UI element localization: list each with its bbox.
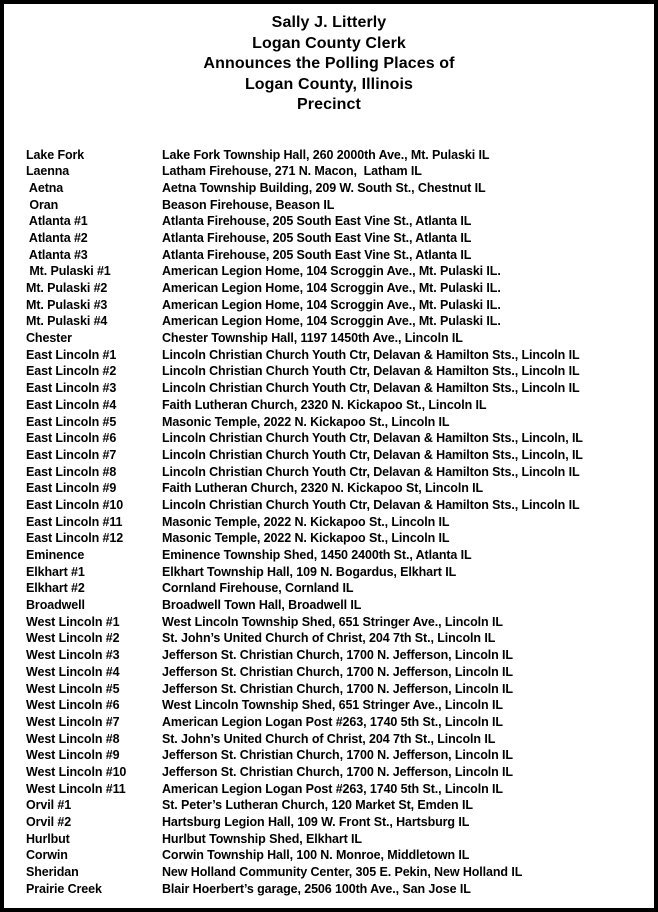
polling-place: Jefferson St. Christian Church, 1700 N. Jefferson, Lincoln IL [162, 764, 513, 779]
precinct-row [26, 180, 654, 197]
precinct-row [26, 397, 654, 414]
polling-place: Latham Firehouse, 271 N. Macon, Latham IL [162, 164, 422, 179]
polling-place: Hurlbut Township Shed, Elkhart IL [162, 831, 362, 846]
header-author: Sally J. Litterly [271, 14, 387, 31]
precinct-name: Chester [26, 331, 72, 346]
precinct-row [26, 263, 654, 280]
precinct-name: West Lincoln #10 [26, 764, 127, 779]
precinct-name: Atlanta #2 [26, 230, 88, 245]
header-column-title: Precinct [297, 96, 361, 113]
precinct-row [26, 247, 654, 264]
precinct-name: East Lincoln #5 [26, 414, 117, 429]
precinct-row [26, 864, 654, 881]
precinct-name: East Lincoln #9 [26, 481, 117, 496]
precinct-row [26, 797, 654, 814]
precinct-name: East Lincoln #10 [26, 497, 124, 512]
precinct-name: West Lincoln #1 [26, 614, 120, 629]
polling-place: Atlanta Firehouse, 205 South East Vine St., Atlanta IL [162, 230, 472, 245]
polling-place: Eminence Township Shed, 1450 2400th St., Atlanta IL [162, 548, 472, 562]
precinct-row [26, 313, 654, 330]
precinct-name: Aetna [26, 180, 64, 195]
precinct-row [26, 447, 654, 464]
precinct-row [26, 781, 654, 798]
precinct-name: West Lincoln #11 [26, 781, 126, 796]
precinct-row [26, 430, 654, 447]
precinct-name: East Lincoln #4 [26, 397, 117, 412]
precinct-row [26, 647, 654, 664]
precinct-row [26, 681, 654, 698]
polling-place: Lincoln Christian Church Youth Ctr, Delavan & Hamilton Sts., Lincoln IL [162, 347, 580, 362]
precinct-row [26, 814, 654, 831]
polling-place: Corwin Township Hall, 100 N. Monroe, Middletown IL [162, 848, 470, 863]
precinct-row [26, 530, 654, 547]
precinct-row [26, 714, 654, 731]
precinct-name: Mt. Pulaski #4 [26, 314, 108, 329]
precinct-name: Sheridan [26, 865, 79, 880]
precinct-name: Corwin [26, 848, 68, 863]
precinct-row [26, 881, 654, 898]
polling-place: American Legion Home, 104 Scroggin Ave., Mt. Pulaski IL. [162, 314, 501, 329]
precinct-name: Hurlbut [26, 831, 70, 846]
precinct-row [26, 213, 654, 230]
polling-place: American Legion Home, 104 Scroggin Ave., Mt. Pulaski IL. [162, 264, 501, 279]
polling-place: Jefferson St. Christian Church, 1700 N. Jefferson, Lincoln IL [162, 748, 513, 763]
precinct-name: West Lincoln #5 [26, 681, 120, 696]
precinct-row [26, 297, 654, 314]
polling-place: Lincoln Christian Church Youth Ctr, Delavan & Hamilton Sts., Lincoln, IL [162, 447, 583, 462]
precinct-row [26, 147, 654, 164]
polling-place: American Legion Logan Post #263, 1740 5th St., Lincoln IL [162, 714, 503, 729]
precinct-row [26, 464, 654, 481]
precinct-name: Laenna [26, 164, 70, 179]
precinct-name: Elkhart #2 [26, 581, 85, 596]
precinct-name: West Lincoln #7 [26, 714, 120, 729]
precinct-name: Lake Fork [26, 147, 85, 162]
precinct-name: Mt. Pulaski #1 [26, 264, 111, 279]
document-header [4, 4, 654, 116]
polling-place: Lincoln Christian Church Youth Ctr, Delavan & Hamilton Sts., Lincoln IL [162, 381, 580, 396]
precinct-name: Eminence [26, 548, 85, 562]
polling-place: American Legion Home, 104 Scroggin Ave., Mt. Pulaski IL. [162, 297, 501, 312]
precinct-row [26, 831, 654, 848]
precinct-row [26, 363, 654, 380]
precinct-row [26, 614, 654, 631]
precinct-name: Mt. Pulaski #3 [26, 297, 108, 312]
polling-place: Atlanta Firehouse, 205 South East Vine St., Atlanta IL [162, 214, 472, 229]
polling-place: Masonic Temple, 2022 N. Kickapoo St., Lincoln IL [162, 414, 450, 429]
precinct-name: West Lincoln #4 [26, 664, 120, 679]
polling-place: St. Peter’s Lutheran Church, 120 Market St, Emden IL [162, 798, 473, 813]
polling-place: Jefferson St. Christian Church, 1700 N. Jefferson, Lincoln IL [162, 664, 513, 679]
precinct-row [26, 230, 654, 247]
precinct-row [26, 664, 654, 681]
precinct-row [26, 163, 654, 180]
precinct-name: Orvil #1 [26, 798, 72, 813]
precinct-name: Oran [26, 197, 59, 212]
polling-place: Lincoln Christian Church Youth Ctr, Delavan & Hamilton Sts., Lincoln IL [162, 364, 580, 379]
polling-place: St. John’s United Church of Christ, 204 7th St., Lincoln IL [162, 731, 496, 746]
polling-place: Faith Lutheran Church, 2320 N. Kickapoo St, Lincoln IL [162, 481, 484, 496]
header-office: Logan County Clerk [252, 34, 406, 52]
precinct-row [26, 497, 654, 514]
precinct-name: East Lincoln #3 [26, 381, 117, 396]
precinct-row [26, 564, 654, 581]
precinct-name: Orvil #2 [26, 815, 72, 829]
precinct-name: East Lincoln #2 [26, 364, 117, 379]
precinct-name: West Lincoln #2 [26, 631, 120, 646]
precinct-row [26, 480, 654, 497]
precinct-row [26, 280, 654, 297]
precinct-name: East Lincoln #7 [26, 447, 117, 462]
precinct-name: Prairie Creek [26, 881, 102, 896]
precinct-name: Elkhart #1 [26, 564, 85, 579]
precinct-name: East Lincoln #8 [26, 464, 117, 479]
precinct-row [26, 380, 654, 397]
header-announce: Announces the Polling Places of [203, 55, 455, 72]
precinct-row [26, 764, 654, 781]
precinct-row [26, 197, 654, 214]
precinct-row [26, 847, 654, 864]
polling-place: American Legion Home, 104 Scroggin Ave., Mt. Pulaski IL. [162, 281, 501, 295]
polling-place: Jefferson St. Christian Church, 1700 N. Jefferson, Lincoln IL [162, 681, 513, 696]
polling-place: New Holland Community Center, 305 E. Pekin, New Holland IL [162, 865, 523, 880]
precinct-name: East Lincoln #6 [26, 431, 117, 446]
polling-place: West Lincoln Township Shed, 651 Stringer Ave., Lincoln IL [162, 698, 503, 713]
polling-place: Blair Hoerbert’s garage, 2506 100th Ave., San Jose IL [162, 881, 471, 896]
precinct-name: East Lincoln #1 [26, 347, 117, 362]
header-county: Logan County, Illinois [244, 75, 414, 93]
polling-place: Lincoln Christian Church Youth Ctr, Delavan & Hamilton Sts., Lincoln, IL [162, 431, 583, 446]
polling-place: Masonic Temple, 2022 N. Kickapoo St., Lincoln IL [162, 514, 450, 529]
polling-place: Jefferson St. Christian Church, 1700 N. Jefferson, Lincoln IL [162, 648, 513, 663]
precinct-row [26, 597, 654, 614]
precinct-row [26, 630, 654, 647]
precinct-name: West Lincoln #9 [26, 748, 120, 763]
polling-place: Masonic Temple, 2022 N. Kickapoo St., Lincoln IL [162, 531, 450, 546]
precinct-name: West Lincoln #6 [26, 698, 120, 713]
polling-place: Atlanta Firehouse, 205 South East Vine St., Atlanta IL [162, 247, 472, 262]
precinct-row [26, 580, 654, 597]
polling-place: Lake Fork Township Hall, 260 2000th Ave., Mt. Pulaski IL [162, 147, 490, 162]
precinct-name: East Lincoln #11 [26, 514, 123, 529]
precinct-row [26, 330, 654, 347]
precinct-list [4, 147, 654, 898]
precinct-name: Atlanta #3 [26, 247, 88, 262]
precinct-row [26, 514, 654, 531]
precinct-name: East Lincoln #12 [26, 531, 124, 546]
polling-place: Chester Township Hall, 1197 1450th Ave., Lincoln IL [162, 331, 463, 346]
polling-place: Cornland Firehouse, Cornland IL [162, 581, 354, 596]
precinct-name: West Lincoln #8 [26, 731, 120, 746]
precinct-row [26, 347, 654, 364]
polling-place: Beason Firehouse, Beason IL [162, 197, 335, 212]
polling-place: American Legion Logan Post #263, 1740 5th St., Lincoln IL [162, 781, 503, 796]
precinct-name: Broadwell [26, 598, 85, 613]
polling-place: Faith Lutheran Church, 2320 N. Kickapoo St., Lincoln IL [162, 397, 487, 412]
precinct-name: West Lincoln #3 [26, 648, 120, 663]
polling-place: West Lincoln Township Shed, 651 Stringer Ave., Lincoln IL [162, 614, 503, 629]
polling-place: Lincoln Christian Church Youth Ctr, Delavan & Hamilton Sts., Lincoln IL [162, 464, 580, 479]
polling-place: Aetna Township Building, 209 W. South St., Chestnut IL [162, 180, 486, 195]
precinct-row [26, 547, 654, 564]
polling-place: Hartsburg Legion Hall, 109 W. Front St., Hartsburg IL [162, 815, 470, 829]
precinct-name: Atlanta #1 [26, 214, 88, 229]
precinct-row [26, 747, 654, 764]
polling-place: Broadwell Town Hall, Broadwell IL [162, 598, 362, 613]
polling-place: Elkhart Township Hall, 109 N. Bogardus, Elkhart IL [162, 564, 457, 579]
polling-place: St. John’s United Church of Christ, 204 7th St., Lincoln IL [162, 631, 496, 646]
precinct-row [26, 697, 654, 714]
polling-place: Lincoln Christian Church Youth Ctr, Delavan & Hamilton Sts., Lincoln IL [162, 497, 580, 512]
precinct-name: Mt. Pulaski #2 [26, 281, 108, 295]
precinct-row [26, 731, 654, 748]
precinct-row [26, 414, 654, 431]
